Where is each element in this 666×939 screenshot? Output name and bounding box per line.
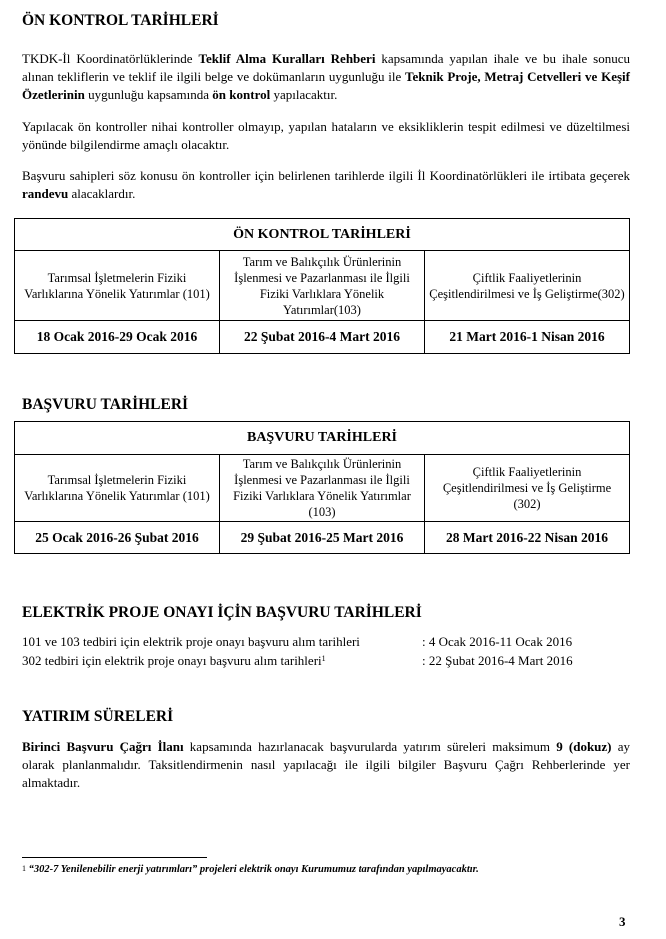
- section-heading-basvuru: BAŞVURU TARİHLERİ: [22, 396, 189, 413]
- pre-control-note-paragraph: Yapılacak ön kontroller nihai kontroller olmayıp, yapılan hataların ve eksikliklerin tespit edilmesi ve düzeltilmesi yönünde bilgilendirme amaçlı olacaktır.: [22, 119, 630, 152]
- appointment-paragraph: [22, 167, 630, 203]
- measure-302-cell: Çiftlik Faaliyetlerinin Çeşitlendirilmesi ve İş Geliştirme (302): [425, 455, 630, 522]
- text-run: yapılacaktır.: [270, 87, 338, 102]
- table-title: ÖN KONTROL TARİHLERİ: [15, 219, 630, 251]
- footnote-text: “302-7 Yenilenebilir enerji yatırımları” projeleri elektrik onayı Kurumumuz tarafından yapılmayacaktır.: [26, 864, 479, 875]
- section-heading-yatirim: YATIRIM SÜRELERİ: [22, 708, 174, 725]
- bold-run: Teknik Proje, Metraj Cetvelleri ve Keşif Özetlerinin: [22, 69, 630, 102]
- footnote-ref[interactable]: 1: [321, 654, 326, 663]
- bold-run: ön kontrol: [212, 87, 271, 102]
- row-label-text: 302 tedbiri için elektrik proje onayı başvuru alım tarihleri: [22, 653, 322, 668]
- text-run: uygunluğu kapsamında: [84, 87, 213, 102]
- text-run: ay olarak planlanmalıdır. Taksitlendirmenin nasıl yapılacağı ile ilgili bilgiler Başvuru Çağrı Rehberlerinde yer almaktadır.: [22, 739, 630, 790]
- intro-paragraph: [22, 50, 630, 104]
- electric-row-value: : 4 Ocak 2016-11 Ocak 2016: [422, 634, 573, 649]
- date-103-cell: 29 Şubat 2016-25 Mart 2016: [220, 522, 425, 554]
- measure-103-cell: Tarım ve Balıkçılık Ürünlerinin İşlenmesi ve Pazarlanması ile İlgili Fiziki Varlıklara Yönelik Yatırımlar (103): [220, 455, 425, 522]
- text-run: kapsamında yapılan ihale ve bu ihale sonucu alınan tekliflerin ve teklif ile ilgili belge ve dokümanların uygunluğu ile: [22, 51, 630, 84]
- date-302-cell: 28 Mart 2016-22 Nisan 2016: [425, 522, 630, 554]
- footnote-number: 1: [22, 864, 26, 873]
- application-dates-table: [14, 421, 630, 554]
- text-run: TKDK-İl Koordinatörlüklerinde: [22, 51, 199, 66]
- section-heading-on-kontrol: ÖN KONTROL TARİHLERİ: [22, 12, 219, 29]
- text-run: Başvuru sahipleri söz konusu ön kontroller için belirlenen tarihlerde ilgili İl Koordinatörlükleri ile irtibata geçerek: [22, 168, 630, 183]
- text-run: kapsamında hazırlanacak başvurularda yatırım süreleri maksimum: [183, 739, 557, 754]
- bold-run: Teklif Alma Kuralları Rehberi: [198, 51, 376, 66]
- bold-run: 9 (dokuz): [556, 739, 612, 754]
- electric-row-label: [22, 652, 326, 670]
- investment-period-paragraph: [22, 738, 630, 792]
- footnote: [22, 864, 479, 875]
- row-label-text: 101 ve 103 tedbiri için elektrik proje onayı başvuru alım tarihleri: [22, 634, 360, 649]
- text-run: alacaklardır.: [68, 186, 136, 201]
- page-number: 3: [619, 914, 626, 929]
- date-302-cell: 21 Mart 2016-1 Nisan 2016: [425, 321, 630, 354]
- footnote-divider: [22, 857, 207, 858]
- electric-row-label: [22, 633, 360, 651]
- electric-row-value: : 22 Şubat 2016-4 Mart 2016: [422, 653, 573, 668]
- pre-control-dates-table: [14, 218, 630, 354]
- measure-103-cell: Tarım ve Balıkçılık Ürünlerinin İşlenmesi ve Pazarlanması ile İlgili Fiziki Varlıklara Yönelik Yatırımlar(103): [220, 251, 425, 321]
- measure-101-cell: Tarımsal İşletmelerin Fiziki Varlıklarına Yönelik Yatırımlar (101): [15, 251, 220, 321]
- measure-101-cell: Tarımsal İşletmelerin Fiziki Varlıklarına Yönelik Yatırımlar (101): [15, 455, 220, 522]
- date-103-cell: 22 Şubat 2016-4 Mart 2016: [220, 321, 425, 354]
- measure-302-cell: Çiftlik Faaliyetlerinin Çeşitlendirilmesi ve İş Geliştirme(302): [425, 251, 630, 321]
- section-heading-elektrik: ELEKTRİK PROJE ONAYI İÇİN BAŞVURU TARİHLERİ: [22, 604, 422, 621]
- bold-run: randevu: [22, 186, 69, 201]
- date-101-cell: 18 Ocak 2016-29 Ocak 2016: [15, 321, 220, 354]
- date-101-cell: 25 Ocak 2016-26 Şubat 2016: [15, 522, 220, 554]
- bold-run: Birinci Başvuru Çağrı İlanı: [22, 739, 184, 754]
- table-title: BAŞVURU TARİHLERİ: [15, 422, 630, 455]
